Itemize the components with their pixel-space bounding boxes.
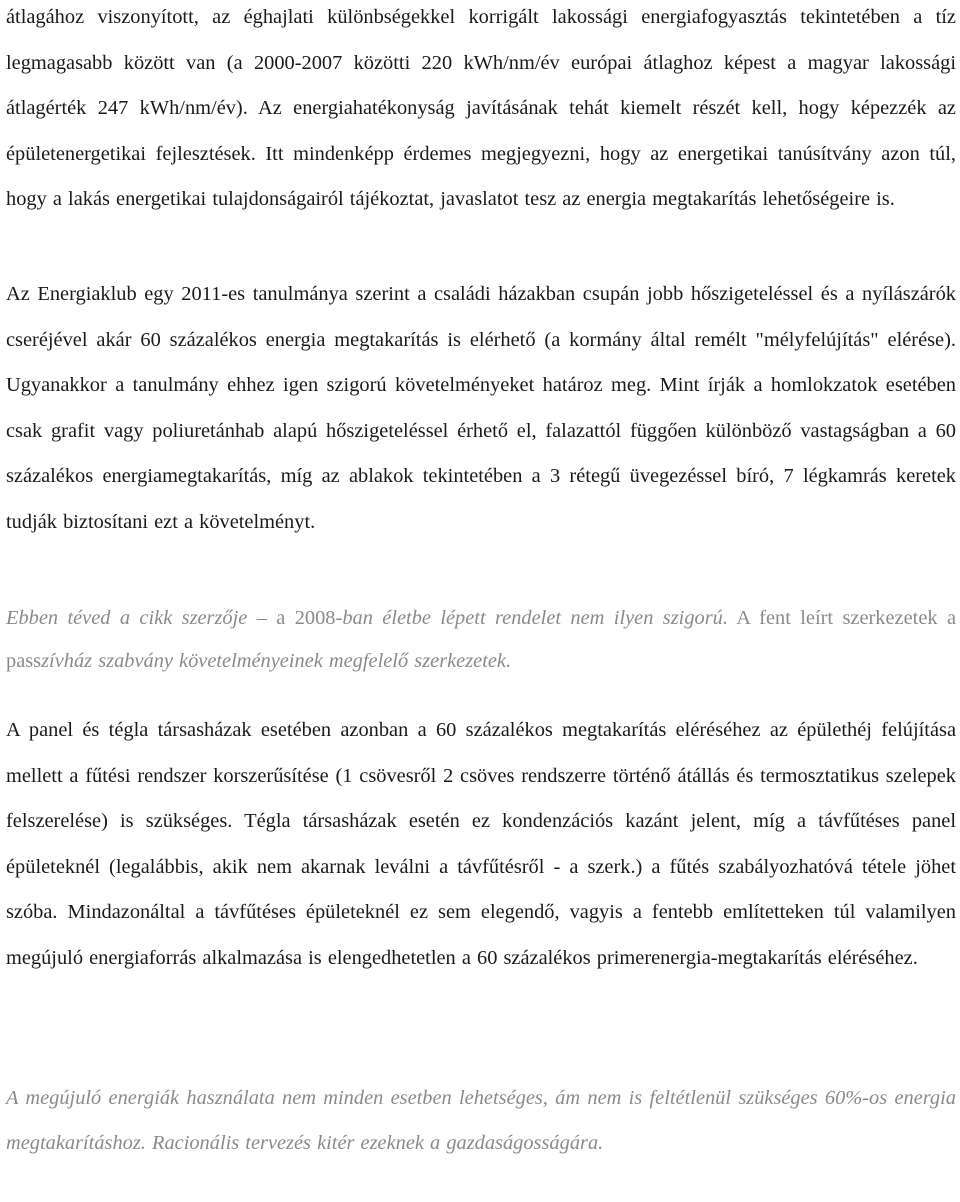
note-part-d: A fent leírt szerkezetek a pass: [6, 607, 956, 672]
note-part-c: ban életbe lépett rendelet nem ilyen szigorú.: [342, 607, 728, 629]
note-part-b: – a 2008-: [247, 607, 343, 629]
note-renewables-text: A megújuló energiák használata nem minden esetben lehetséges, ám nem is feltétlenül szükséges 60%-os energia megtakarításhoz. Racionális tervezés kitér ezeknek a gazdaságosságára.: [6, 1087, 956, 1154]
note-part-e: zívház szabvány követelményeinek megfelelő szerkezetek.: [41, 650, 512, 672]
paragraph-energiaklub-study: Az Energiaklub egy 2011-es tanulmánya szerint a családi házakban csupán jobb hőszigeteléssel és a nyílászárók cseréjével akár 60 százalékos energia megtakarítás is elérhető (a kormány által remélt "mélyfelújítás" elérése). Ugyanakkor a tanulmány ehhez igen szigorú követelményeket határoz meg. Mint írják a homlokzatok esetében csak grafit vagy poliuretánhab alapú hőszigeteléssel érhető el, falazattól függően különböző vastagságban a 60 százalékos energiamegtakarítás, míg az ablakok tekintetében a 3 rétegű üvegezéssel bíró, 7 légkamrás keretek tudják biztosítani ezt a követelményt.: [6, 283, 956, 533]
paragraph-energy-consumption: átlagához viszonyított, az éghajlati különbségekkel korrigált lakossági energiafogyasztás tekintetében a tíz legmagasabb között van (a 2000-2007 közötti 220 kWh/nm/év európai átlaghoz képest a magyar lakossági átlagérték 247 kWh/nm/év). Az energiahatékonyság javításának tehát kiemelt részét kell, hogy képezzék az épületenergetikai fejlesztések. Itt mindenképp érdemes megjegyezni, hogy az energetikai tanúsítvány azon túl, hogy a lakás energetikai tulajdonságairól tájékoztat, javaslatot tesz az energia megtakarítás lehetőségeire is.: [6, 6, 956, 210]
paragraph-panel-brick-buildings: A panel és tégla társasházak esetében azonban a 60 százalékos megtakarítás eléréséhez az épülethéj felújítása mellett a fűtési rendszer korszerűsítése (1 csövesről 2 csöves rendszerre történő átállás és termosztatikus szelepek felszerelése) is szükséges. Tégla társasházak esetén ez kondenzációs kazánt jelent, míg a távfűtéses panel épületeknél (legalábbis, akik nem akarnak leválni a távfűtésről - a szerk.) a fűtés szabályozhatóvá tétele jöhet szóba. Mindazonáltal a távfűtéses épületeknél ez sem elegendő, vagyis a fentebb említetteken túl valamilyen megújuló energiaforrás alkalmazása is elengedhetetlen a 60 százalékos primerenergia-megtakarítás eléréséhez.: [6, 719, 956, 969]
editor-note-regulation: [6, 597, 956, 683]
note-part-a: Ebben téved a cikk szerzője: [6, 607, 248, 629]
editor-note-renewables: [6, 1076, 956, 1166]
